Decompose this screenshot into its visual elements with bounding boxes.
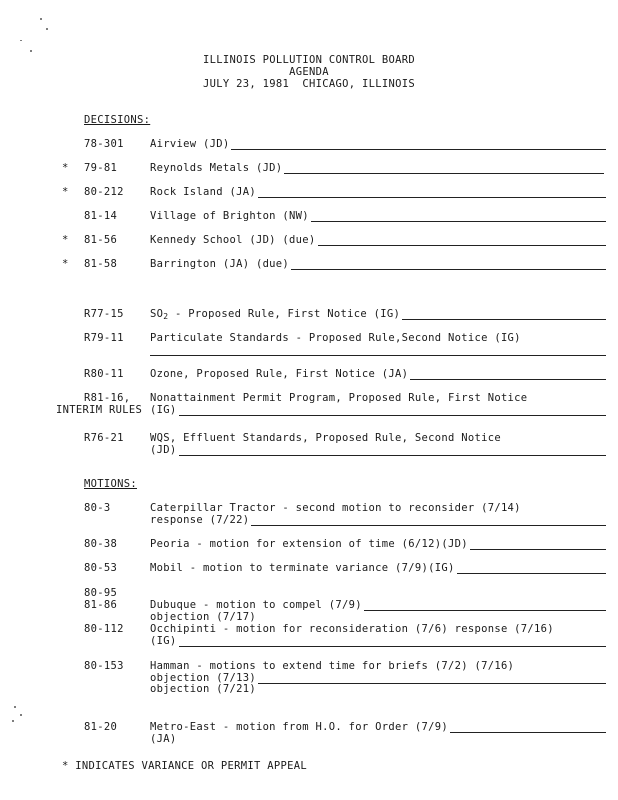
- agenda-item: [0, 186, 618, 210]
- rule-item: [0, 308, 618, 332]
- motion-item: [0, 502, 618, 526]
- scan-speck: [40, 18, 42, 20]
- blank-line: [179, 404, 607, 416]
- case-title: Rock Island (JA): [150, 186, 256, 198]
- blank-line: [291, 258, 606, 270]
- rule-title: Nonattainment Permit Program, Proposed Rule, First Notice: [150, 392, 528, 404]
- blank-line: [457, 562, 606, 574]
- scan-speck: [20, 714, 22, 716]
- rule-number: R77-15: [84, 308, 124, 320]
- blank-line: [179, 635, 607, 647]
- interim-rules-label: INTERIM RULES: [56, 404, 143, 416]
- motion-item: [0, 721, 618, 745]
- case-number: 80-95: [84, 587, 118, 599]
- case-number: 79-81: [84, 162, 118, 174]
- case-number: 81-58: [84, 258, 118, 270]
- scan-speck: [20, 40, 22, 41]
- motion-title: Mobil - motion to terminate variance (7/9)(IG): [150, 562, 455, 574]
- case-title: Village of Brighton (NW): [150, 210, 309, 222]
- motion-detail: (JA): [150, 733, 177, 745]
- agenda-item: [0, 138, 618, 162]
- motion-detail: objection (7/17): [150, 611, 256, 623]
- rule-number: R79-11: [84, 332, 124, 344]
- case-number: 80-153: [84, 660, 124, 672]
- motion-detail: (IG): [150, 635, 177, 647]
- motion-item: [0, 562, 618, 586]
- scan-speck: [14, 706, 16, 708]
- variance-marker: *: [62, 162, 69, 174]
- board-title: ILLINOIS POLLUTION CONTROL BOARD: [203, 54, 415, 66]
- case-title: Airview (JD): [150, 138, 230, 150]
- agenda-title: AGENDA: [289, 66, 329, 78]
- rule-item: [0, 332, 618, 356]
- case-title: Barrington (JA) (due): [150, 258, 290, 270]
- blank-line: [470, 538, 606, 550]
- motion-detail: objection (7/21): [150, 683, 256, 695]
- motion-item: [0, 599, 618, 623]
- case-number: 81-56: [84, 234, 118, 246]
- rule-number: R81-16,: [84, 392, 131, 404]
- variance-marker: *: [62, 186, 69, 198]
- blank-line: [410, 368, 606, 380]
- case-title: Kennedy School (JD) (due): [150, 234, 316, 246]
- rule-item: [0, 432, 618, 456]
- blank-line: [179, 444, 607, 456]
- agenda-item: [0, 162, 618, 186]
- scan-speck: [30, 50, 32, 52]
- motion-title: Dubuque - motion to compel (7/9): [150, 599, 362, 611]
- agenda-item: [0, 234, 618, 258]
- blank-line: [318, 234, 606, 246]
- meeting-date-location: JULY 23, 1981 CHICAGO, ILLINOIS: [203, 78, 415, 90]
- motion-title: Occhipinti - motion for reconsideration (7/6) response (7/16): [150, 623, 554, 635]
- motion-item: [0, 538, 618, 562]
- blank-line: [402, 308, 606, 320]
- rule-title: $SO_2$ - Proposed Rule, First Notice (IG): [150, 308, 401, 321]
- case-number: 81-86: [84, 599, 118, 611]
- rule-staff: (IG): [150, 404, 177, 416]
- case-title: Reynolds Metals (JD): [150, 162, 283, 174]
- blank-line: [258, 186, 606, 198]
- blank-line: [284, 162, 604, 174]
- blank-line: [450, 721, 606, 733]
- agenda-item: [0, 210, 618, 234]
- case-number: 80-38: [84, 538, 118, 550]
- rule-number: R80-11: [84, 368, 124, 380]
- blank-line: [364, 599, 606, 611]
- motion-title: Metro-East - motion from H.O. for Order (7/9): [150, 721, 448, 733]
- rule-item: [0, 368, 618, 392]
- motion-detail: response (7/22): [150, 514, 250, 526]
- variance-marker: *: [62, 234, 69, 246]
- blank-line: [251, 514, 606, 526]
- blank-line: [150, 344, 606, 356]
- variance-marker: *: [62, 258, 69, 270]
- rule-number: R76-21: [84, 432, 124, 444]
- case-number: 81-14: [84, 210, 118, 222]
- rule-title: Particulate Standards - Proposed Rule,Second Notice (IG): [150, 332, 521, 344]
- blank-line: [311, 210, 606, 222]
- rule-title: WQS, Effluent Standards, Proposed Rule, Second Notice: [150, 432, 501, 444]
- motion-title: Caterpillar Tractor - second motion to reconsider (7/14): [150, 502, 521, 514]
- motion-item: [0, 623, 618, 647]
- footnote: * INDICATES VARIANCE OR PERMIT APPEAL: [62, 760, 307, 772]
- case-number: 80-53: [84, 562, 118, 574]
- scan-speck: [46, 28, 48, 30]
- decisions-heading: DECISIONS:: [84, 114, 151, 126]
- motion-detail: objection (7/13): [150, 672, 256, 684]
- motions-heading: MOTIONS:: [84, 478, 137, 490]
- rule-staff: (JD): [150, 444, 177, 456]
- case-number: 81-20: [84, 721, 118, 733]
- rule-title: Ozone, Proposed Rule, First Notice (JA): [150, 368, 409, 380]
- case-number: 80-212: [84, 186, 124, 198]
- case-number: 78-301: [84, 138, 124, 150]
- rule-item: [0, 392, 618, 416]
- motion-item: [0, 660, 618, 696]
- motion-title: Peoria - motion for extension of time (6/12)(JD): [150, 538, 468, 550]
- blank-line: [231, 138, 606, 150]
- blank-line: [258, 672, 606, 684]
- motion-title: Hamman - motions to extend time for briefs (7/2) (7/16): [150, 660, 515, 672]
- case-number: 80-3: [84, 502, 111, 514]
- case-number: 80-112: [84, 623, 124, 635]
- agenda-item: [0, 258, 618, 282]
